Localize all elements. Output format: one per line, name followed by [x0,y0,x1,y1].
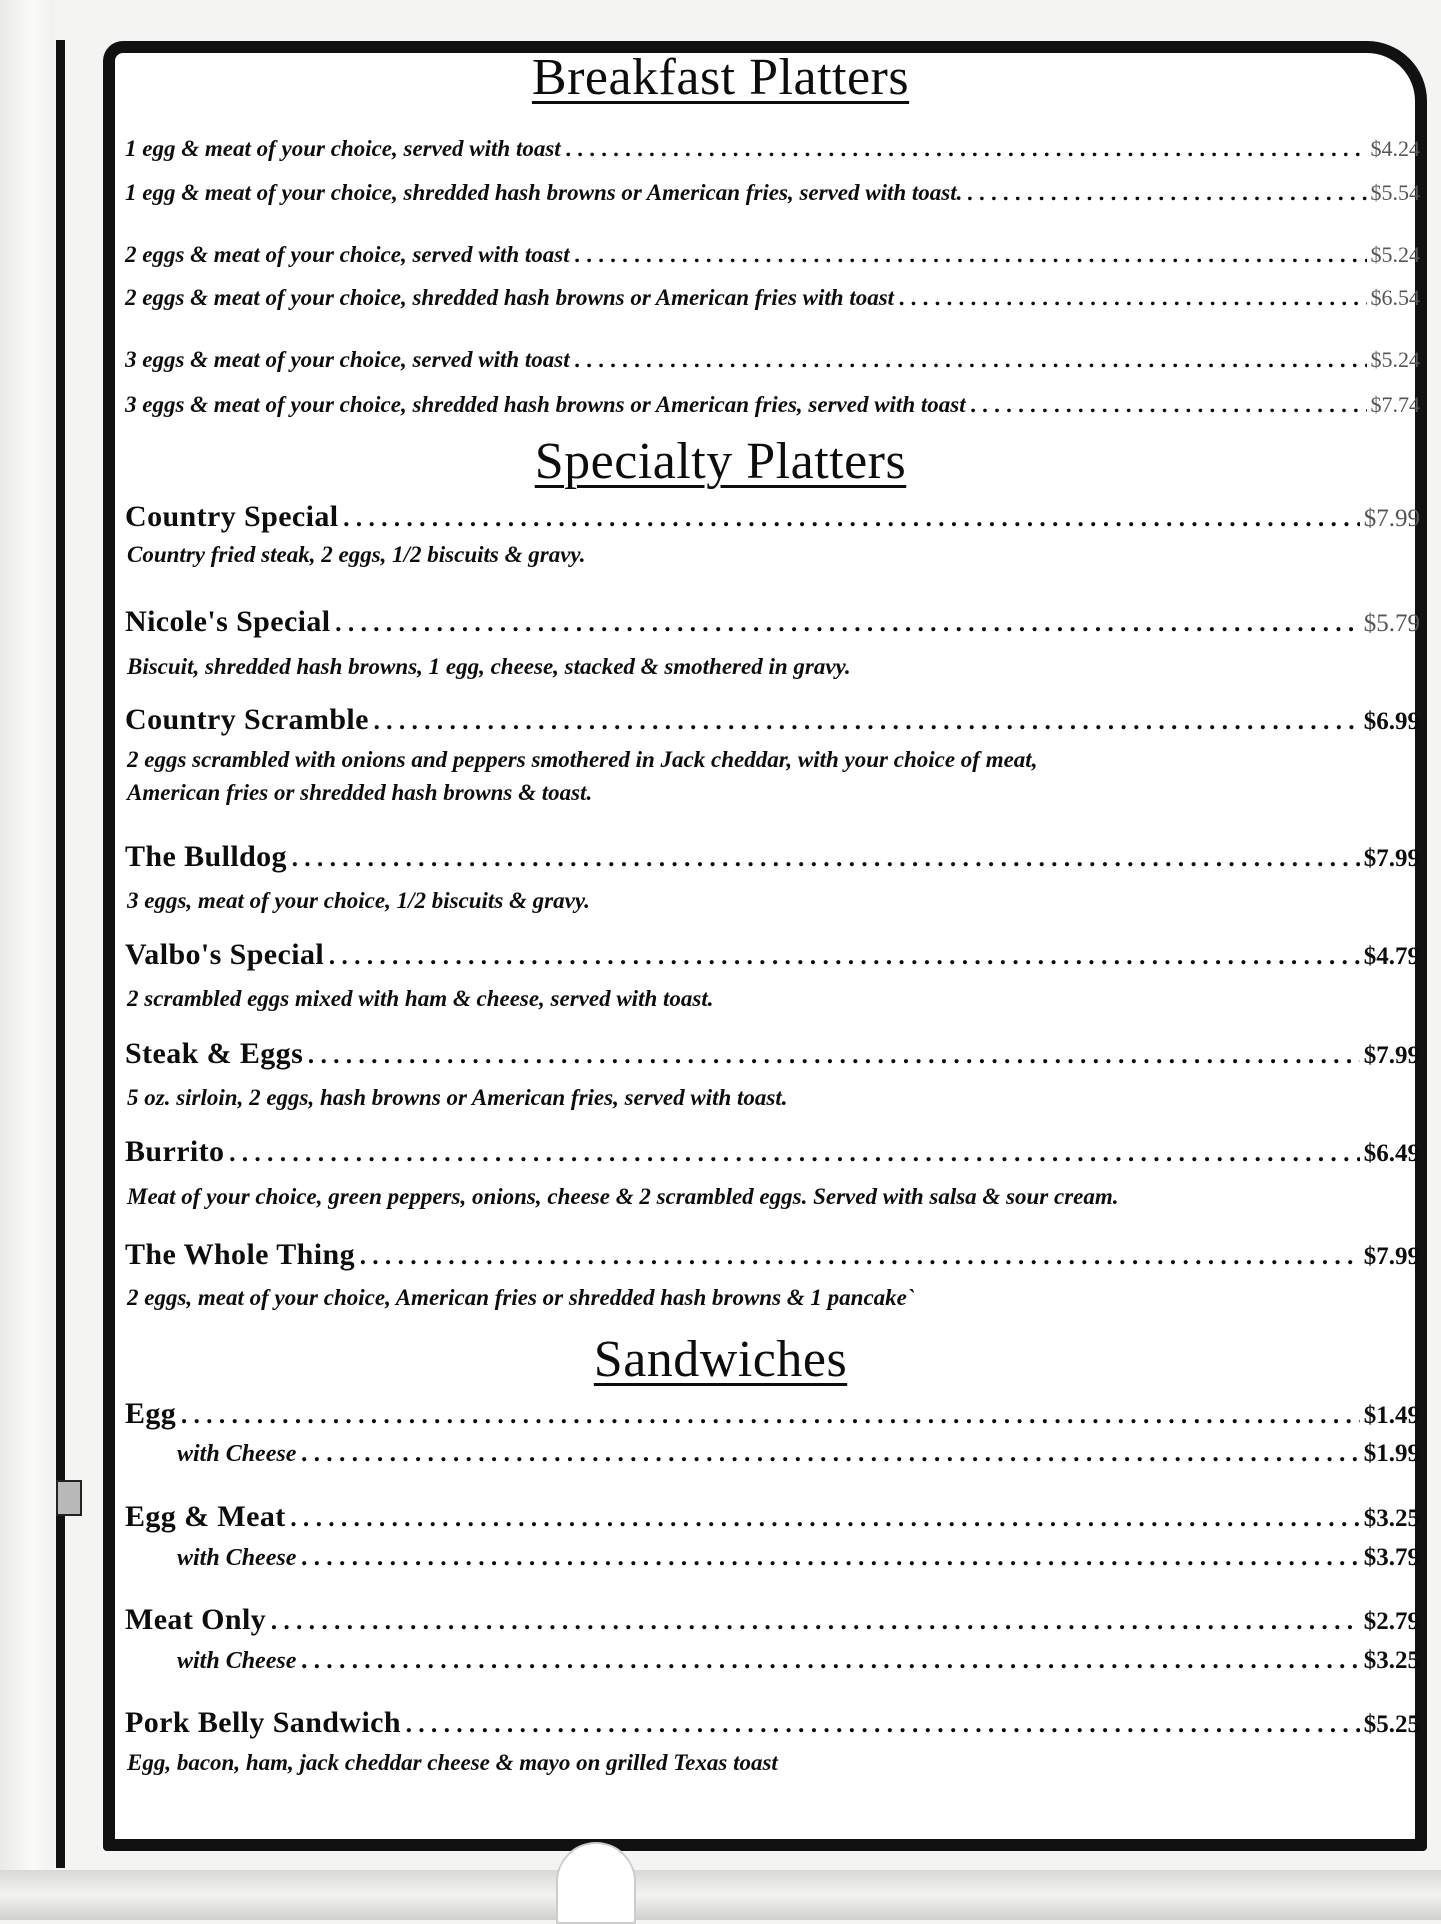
scan-bottom-edge [0,1870,1441,1920]
leader-dots [290,1506,1360,1532]
item-price: $5.24 [1370,347,1420,372]
specialty-item [125,703,1420,737]
item-price: $6.49 [1363,1140,1420,1167]
item-description: Biscuit, shredded hash browns, 1 egg, cheese, stacked & smothered in gravy. [127,654,851,679]
item-name: Pork Belly Sandwich [125,1706,401,1739]
breakfast-item [125,285,1420,311]
sandwich-option [125,1647,1420,1675]
leader-dots [300,1545,1359,1571]
sandwiches-title: Sandwiches [593,1331,848,1388]
item-description: 3 eggs, meat of your choice, 1/2 biscuits & gravy. [127,888,590,913]
item-name: 1 egg & meat of your choice, shredded hash browns or American fries, served with toast. [125,180,963,205]
item-price: $5.25 [1363,1711,1420,1738]
option-name: with Cheese [177,1545,297,1571]
item-price: $1.49 [1363,1402,1420,1429]
item-name: Country Scramble [125,703,369,736]
item-name: Steak & Eggs [125,1037,304,1070]
item-description: 2 eggs, meat of your choice, American fries or shredded hash browns & 1 pancake` [127,1285,915,1310]
leader-dots [405,1712,1360,1738]
leader-dots [359,1244,1360,1270]
item-name: 3 eggs & meat of your choice, shredded hash browns or American fries, served with toast [125,392,966,417]
leader-dots [343,506,1360,532]
option-price: $3.25 [1363,1647,1420,1674]
item-price: $5.54 [1370,180,1420,205]
item-name: 3 eggs & meat of your choice, served with toast [125,347,570,372]
item-price: $6.54 [1370,285,1420,310]
leader-dots [970,393,1367,417]
leader-dots [307,1043,1360,1069]
item-description: 2 eggs scrambled with onions and peppers smothered in Jack cheddar, with your choice of meat, [127,747,1038,772]
item-name: Egg [125,1397,177,1430]
sandwich-option [125,1544,1420,1572]
leader-dots [574,243,1367,267]
specialty-item [125,1037,1420,1071]
breakfast-item [125,392,1420,418]
page-notch [556,1842,636,1924]
leader-dots [300,1648,1359,1674]
sandwich-item [125,1500,1420,1534]
item-description: Egg, bacon, ham, jack cheddar cheese & mayo on grilled Texas toast [127,1750,778,1775]
specialty-item [125,500,1420,534]
item-description: 2 scrambled eggs mixed with ham & cheese, served with toast. [127,986,714,1011]
item-price: $4.24 [1370,136,1420,161]
leader-dots [966,181,1366,205]
item-description: American fries or shredded hash browns & toast. [127,780,593,805]
leader-dots [373,709,1360,735]
scan-margin [0,0,54,1920]
leader-dots [328,944,1360,970]
sandwich-item [125,1603,1420,1637]
item-name: The Bulldog [125,840,287,873]
sandwich-item [125,1397,1420,1431]
item-price: $7.99 [1363,845,1420,872]
leader-dots [574,348,1367,372]
item-price: $7.99 [1363,1243,1420,1270]
binder-tab [56,1480,82,1516]
option-name: with Cheese [177,1441,297,1467]
leader-dots [291,846,1360,872]
breakfast-item [125,347,1420,373]
specialty-item [125,840,1420,874]
breakfast-title: Breakfast Platters [531,49,910,106]
item-price: $7.74 [1370,392,1420,417]
item-price: $2.79 [1363,1608,1420,1635]
item-description: 5 oz. sirloin, 2 eggs, hash browns or American fries, served with toast. [127,1085,788,1110]
item-price: $4.79 [1363,943,1420,970]
specialty-item [125,1238,1420,1272]
breakfast-item [125,136,1420,162]
item-name: Valbo's Special [125,938,325,971]
leader-dots [898,286,1366,310]
item-price: $6.99 [1363,708,1420,735]
item-name: 1 egg & meat of your choice, served with toast [125,136,561,161]
item-price: $7.99 [1363,1042,1420,1069]
item-description: Country fried steak, 2 eggs, 1/2 biscuits & gravy. [127,542,586,567]
item-name: Country Special [125,500,339,533]
specialty-item [125,1135,1420,1169]
breakfast-item [125,180,1420,206]
specialty-item [125,938,1420,972]
item-name: The Whole Thing [125,1238,355,1271]
item-price: $5.79 [1363,610,1420,637]
item-name: 2 eggs & meat of your choice, served with toast [125,242,570,267]
leader-dots [565,137,1367,161]
item-price: $3.25 [1363,1505,1420,1532]
leader-dots [270,1609,1360,1635]
sandwich-option [125,1440,1420,1468]
item-name: 2 eggs & meat of your choice, shredded hash browns or American fries with toast [125,285,895,310]
binder-edge [56,40,65,1868]
specialty-title: Specialty Platters [534,433,907,490]
breakfast-item [125,242,1420,268]
item-name: Nicole's Special [125,605,331,638]
item-name: Burrito [125,1135,225,1168]
item-price: $7.99 [1363,505,1420,532]
leader-dots [300,1441,1359,1467]
option-price: $1.99 [1363,1440,1420,1467]
item-price: $5.24 [1370,242,1420,267]
option-price: $3.79 [1363,1544,1420,1571]
leader-dots [180,1403,1360,1429]
specialty-item [125,605,1420,639]
option-name: with Cheese [177,1648,297,1674]
item-name: Egg & Meat [125,1500,286,1533]
sandwich-item [125,1706,1420,1740]
leader-dots [335,611,1360,637]
leader-dots [228,1141,1359,1167]
item-description: Meat of your choice, green peppers, onions, cheese & 2 scrambled eggs. Served with salsa & sour cream. [127,1184,1119,1209]
item-name: Meat Only [125,1603,267,1636]
